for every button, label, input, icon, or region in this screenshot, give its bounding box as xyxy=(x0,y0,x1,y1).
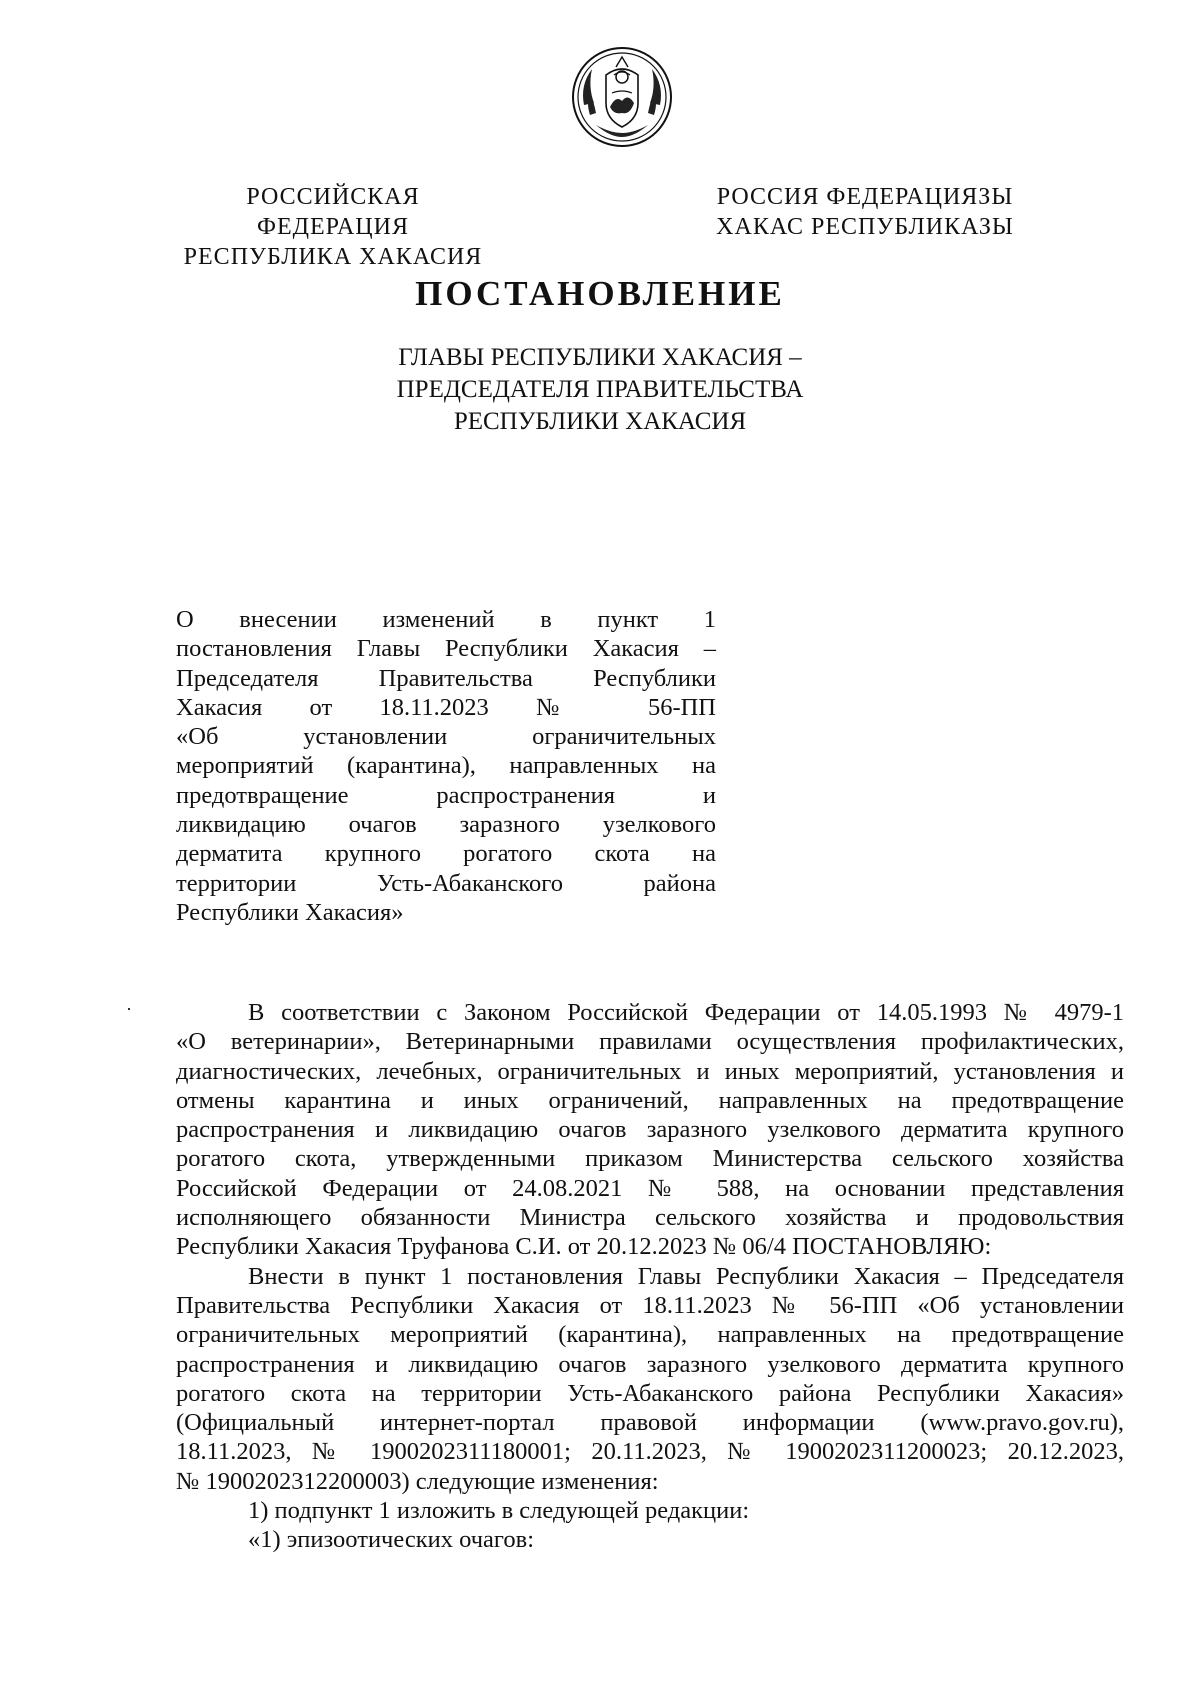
decree-line: (Официальный интернет-портал правовой информации (www.pravo.gov.ru), xyxy=(176,1409,1124,1437)
header-right-khakas xyxy=(700,182,1030,242)
subject-line: территории Усть-Абаканского района xyxy=(176,869,716,897)
preamble-line: рогатого скота, утвержденными приказом Министерства сельского хозяйства xyxy=(176,1145,1124,1173)
issuer-line: РЕСПУБЛИКИ ХАКАСИЯ xyxy=(453,408,747,435)
subject-line: Республики Хакасия» xyxy=(176,898,404,926)
amendment-quote: «1) эпизоотических очагов: xyxy=(248,1526,534,1554)
preamble-line: Республики Хакасия Труфанова С.И. от 20.12.2023 № 06/4 ПОСТАНОВЛЯЮ: xyxy=(176,1233,992,1261)
decree-line: ограничительных мероприятий (карантина), направленных на предотвращение xyxy=(176,1321,1124,1349)
header-left-line-2: РЕСПУБЛИКА ХАКАСИЯ xyxy=(183,244,483,270)
subject-line: Хакасия от 18.11.2023 № 56-ПП xyxy=(176,693,716,721)
header-left-russian xyxy=(168,182,498,272)
preamble-line: исполняющего обязанности Министра сельского хозяйства и продовольствия xyxy=(176,1204,1124,1232)
subject-line: постановления Главы Республики Хакасия – xyxy=(176,635,716,663)
subject-line: О внесении изменений в пункт 1 xyxy=(176,606,716,633)
document-subject xyxy=(176,605,716,927)
subject-line: мероприятий (карантина), направленных на xyxy=(176,752,716,780)
subject-line: «Об установлении ограничительных xyxy=(176,723,716,751)
preamble-line: Российской Федерации от 24.08.2021 № 588, на основании представления xyxy=(176,1174,1124,1202)
preamble-line: распространения и ликвидацию очагов заразного узелкового дерматита крупного xyxy=(176,1116,1124,1144)
amendment-item: 1) подпункт 1 изложить в следующей редакции: xyxy=(248,1497,750,1525)
issuer-line: ПРЕДСЕДАТЕЛЯ ПРАВИТЕЛЬСТВА xyxy=(396,376,804,403)
document-type-title: ПОСТАНОВЛЕНИЕ xyxy=(415,274,785,313)
subject-line: Председателя Правительства Республики xyxy=(176,664,716,692)
preamble-line: В соответствии с Законом Российской Федерации от 14.05.1993 № 4979-1 xyxy=(248,999,1124,1026)
decree-line: Правительства Республики Хакасия от 18.11.2023 № 56-ПП «Об установлении xyxy=(176,1291,1124,1319)
issuer-block xyxy=(300,342,900,438)
header-right-line-1: РОССИЯ ФЕДЕРАЦИЯЗЫ xyxy=(716,184,1014,210)
margin-speck xyxy=(128,1008,130,1010)
preamble-line: диагностических, лечебных, ограничительных и иных мероприятий, установления и xyxy=(176,1057,1124,1085)
decree-line: рогатого скота на территории Усть-Абаканского района Республики Хакасия» xyxy=(176,1379,1124,1407)
subject-line: дерматита крупного рогатого скота на xyxy=(176,840,716,868)
issuer-line: ГЛАВЫ РЕСПУБЛИКИ ХАКАСИЯ – xyxy=(398,344,802,371)
decree-line: 18.11.2023, № 1900202311180001; 20.11.2023, № 1900202311200023; 20.12.2023, xyxy=(176,1438,1124,1466)
decree-line: распространения и ликвидацию очагов заразного узелкового дерматита крупного xyxy=(176,1350,1124,1378)
subject-line: предотвращение распространения и xyxy=(176,781,716,809)
preamble-line: «О ветеринарии», Ветеринарными правилами осуществления профилактических, xyxy=(176,1028,1124,1056)
preamble-line: отмены карантина и иных ограничений, направленных на предотвращение xyxy=(176,1086,1124,1114)
subject-line: ликвидацию очагов заразного узелкового xyxy=(176,811,716,839)
document-body xyxy=(176,998,1124,1555)
header-left-line-1: РОССИЙСКАЯ ФЕДЕРАЦИЯ xyxy=(246,184,420,240)
header-right-line-2: ХАКАС РЕСПУБЛИКАЗЫ xyxy=(716,214,1014,240)
coat-of-arms-emblem xyxy=(570,45,674,149)
decree-line: № 1900202312200003) следующие изменения: xyxy=(176,1467,659,1495)
decree-line: Внести в пункт 1 постановления Главы Республики Хакасия – Председателя xyxy=(248,1262,1124,1290)
